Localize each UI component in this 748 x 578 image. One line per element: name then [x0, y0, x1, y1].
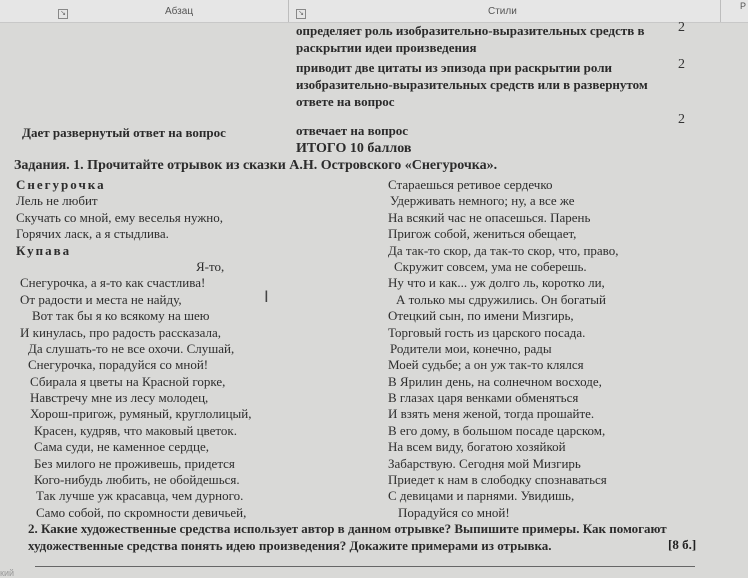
task-2-points: [8 б.] [668, 537, 697, 552]
verse-line: Забарствую. Сегодня мой Мизгирь [388, 455, 581, 471]
verse-line: Кого-нибудь любить, не обойдешься. [34, 472, 240, 488]
table-row-score: 2 [678, 57, 685, 72]
task-2-question: 2. Какие художественные средства использует автор в данном отрывке? Выпишите примеры. Как помогают художественные средства понять идею произведения? Докажите примерами из отрывка. [28, 521, 667, 553]
verse-line: На всем виду, богатою хозяйкой [388, 439, 566, 455]
ribbon-group-styles: Стили [488, 6, 517, 17]
speaker-name: Снегурочка [16, 177, 106, 192]
ribbon-divider [720, 0, 721, 22]
ribbon-strip [0, 0, 748, 23]
verse-line: Снегурочка, а я-то как счастлива! [20, 275, 206, 291]
table-row-criterion: Дает развернутый ответ на вопрос [22, 125, 226, 140]
verse-line: Ну что и как... уж долго ль, коротко ли, [388, 275, 605, 291]
verse-line: В глазах царя венками обменяться [388, 390, 579, 406]
verse-line: Да так-то скор, да так-то скор, что, право, [388, 242, 619, 258]
table-row-description: приводит две цитаты из эпизода при раскрытии роли изобразительно-выразительных средств или в развернутом ответе на вопрос [296, 60, 648, 109]
verse-line: Родители мои, конечно, рады [390, 340, 552, 356]
excerpt-left-column [16, 177, 251, 521]
table-row-description: отвечает на вопрос [296, 123, 409, 138]
verse-line: И кинулась, про радость рассказала, [20, 324, 222, 340]
verse-line: Скучать со мной, ему веселья нужно, [16, 209, 224, 225]
verse-line: Без милого не проживешь, придется [34, 455, 235, 471]
verse-line: Приедет к нам в слободку спознаваться [388, 472, 607, 488]
table-border [0, 379, 1, 500]
verse-line: Хорош-пригож, румяный, круглолицый, [30, 406, 252, 422]
table-border [0, 121, 1, 258]
verse-line: И взять меня женой, тогда прошайте. [388, 406, 595, 422]
styles-launcher-icon[interactable]: ↘ [296, 9, 306, 19]
verse-line: Отецкий сын, по имени Мизгирь, [388, 308, 574, 324]
verse-line: Навстречу мне из лесу молодец, [30, 390, 209, 406]
verse-line: Горячих ласк, а я стыдлива. [16, 226, 169, 242]
verse-line: Сама суди, не каменное сердце, [34, 439, 210, 455]
ribbon-corner-icon: Р [739, 1, 746, 11]
verse-line: В его дому, в большом посаде царском, [388, 422, 606, 438]
verse-line: В Ярилин день, на солнечном восходе, [388, 373, 602, 389]
verse-line: Красен, кудряв, что маковый цветок. [34, 422, 237, 438]
table-border [0, 258, 1, 379]
verse-line: Торговый гость из царского посада. [388, 324, 586, 340]
task-1-heading: Задания. 1. Прочитайте отрывок из сказки А.Н. Островского «Снегурочка». [14, 158, 498, 173]
table-row-score: 2 [678, 112, 685, 127]
verse-line: Удерживать немного; ну, а все же [390, 193, 575, 209]
verse-line: Я-то, [196, 258, 225, 274]
verse-line: Да слушать-то не все охочи. Слушай, [28, 340, 235, 356]
verse-line: Моей судьбе; а он уж так-то клялся [388, 357, 584, 373]
ribbon-group-paragraph: Абзац [165, 6, 194, 17]
verse-line: Лель не любит [16, 193, 98, 209]
table-row-score: 2 [678, 20, 685, 35]
text-cursor-icon: I [264, 287, 269, 306]
verse-line: Стараешься ретивое сердечко [388, 177, 553, 192]
verse-line: Пригож собой, жениться обещает, [388, 226, 577, 242]
bottom-text-fragment: кий [0, 568, 14, 578]
verse-line: Снегурочка, порадуйся со мной! [28, 357, 209, 373]
verse-line: Так лучше уж красавца, чем дурного. [36, 488, 244, 504]
verse-line: Сбирала я цветы на Красной горке, [30, 373, 226, 389]
speaker-name: Купава [16, 242, 72, 258]
verse-line: От радости и места не найду, [20, 291, 182, 307]
table-total: ИТОГО 10 баллов [296, 141, 412, 156]
verse-line: Скружит совсем, ума не соберешь. [394, 258, 587, 274]
paragraph-launcher-icon[interactable]: ↘ [58, 9, 68, 19]
verse-line: Порадуйся со мной! [398, 504, 510, 520]
ribbon-divider [288, 0, 289, 22]
verse-line: А только мы сдружились. Он богатый [396, 291, 606, 307]
verse-line: Вот так бы я ко всякому на шею [32, 308, 210, 324]
excerpt-right-column [388, 177, 618, 521]
verse-line: Само собой, по скромности девичьей, [36, 504, 247, 520]
verse-line: На всякий час не опасешься. Парень [388, 209, 591, 225]
table-row-description: определяет роль изобразительно-выразительных средств в раскрытии идеи произведения [296, 23, 645, 55]
answer-line [35, 566, 695, 567]
verse-line: С девицами и парнями. Увидишь, [388, 488, 575, 504]
